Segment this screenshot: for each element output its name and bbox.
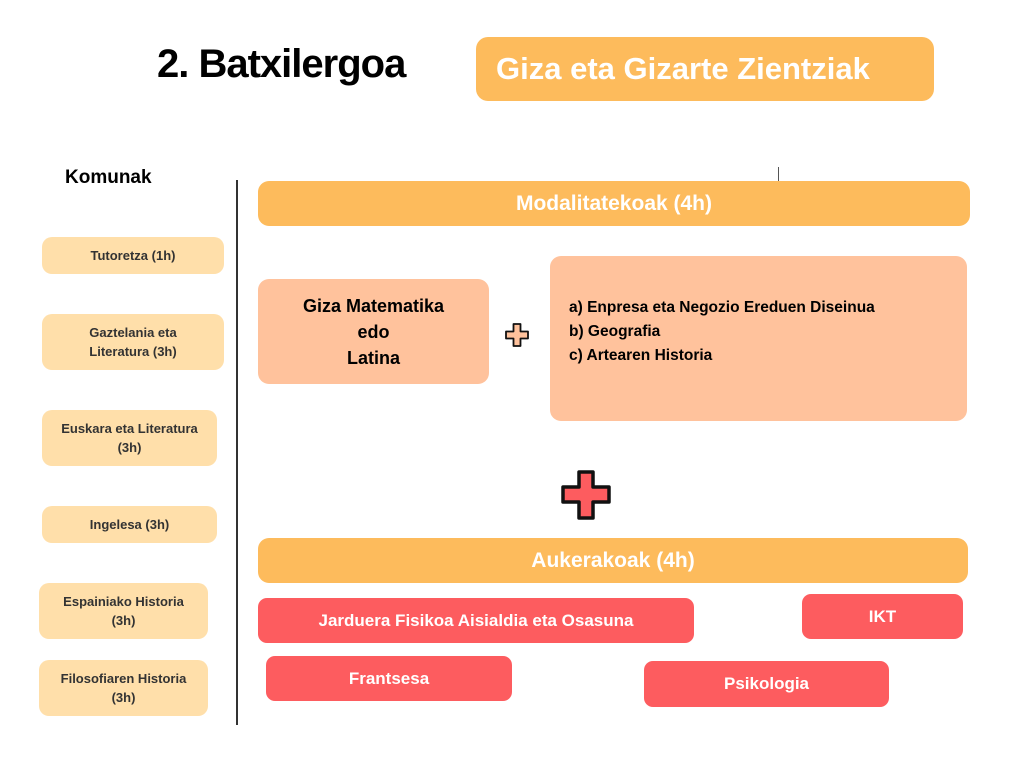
elective-frantsesa — [266, 656, 512, 701]
plus-icon — [503, 322, 531, 348]
common-subject-espainiako-historia — [39, 583, 208, 639]
modality-option: b) Geografia — [569, 323, 661, 340]
aukerakoak-bar — [258, 538, 968, 583]
elective-label: Frantsesa — [348, 668, 430, 688]
tick-mark — [778, 167, 779, 181]
common-subject-label: Tutoretza (1h) — [90, 248, 176, 263]
column-divider — [236, 180, 238, 725]
common-subject-filosofiaren-historia — [39, 660, 208, 716]
common-subject-label: Filosofiaren Historia — [60, 671, 187, 686]
common-subject-label: Euskara eta Literatura — [61, 421, 198, 436]
aukerakoak-heading: Aukerakoak (4h) — [531, 548, 695, 572]
modality-banner — [476, 37, 934, 101]
modality-banner-label: Giza eta Gizarte Zientziak — [496, 51, 870, 86]
elective-jarduera-fisikoa — [258, 598, 694, 643]
komunak-heading: Komunak — [65, 167, 152, 188]
elective-label: Psikologia — [723, 674, 810, 693]
common-subject-label: Gaztelania eta — [89, 325, 177, 340]
common-subject-gaztelania — [42, 314, 224, 370]
modality-options — [550, 256, 967, 421]
common-subject-ingelesa — [42, 506, 217, 543]
modality-option: c) Artearen Historia — [569, 347, 713, 364]
core-subject-line: Latina — [346, 347, 400, 368]
modality-option: a) Enpresa eta Negozio Ereduen Diseinua — [569, 299, 875, 316]
elective-ikt — [802, 594, 963, 639]
core-modality-subject — [258, 279, 489, 384]
common-subject-label: Literatura (3h) — [89, 344, 177, 359]
modalitatekoak-heading: Modalitatekoak (4h) — [515, 191, 713, 215]
elective-psikologia — [644, 661, 889, 707]
common-subject-euskara — [42, 410, 217, 466]
plus-icon — [558, 468, 614, 522]
common-subject-label: (3h) — [117, 440, 142, 455]
modalitatekoak-bar — [258, 181, 970, 226]
common-subject-label: Espainiako Historia — [63, 594, 184, 609]
common-subject-tutoretza — [42, 237, 224, 274]
common-subject-label: Ingelesa (3h) — [89, 517, 170, 532]
page-title: 2. Batxilergoa — [157, 42, 406, 86]
common-subject-label: (3h) — [111, 613, 136, 628]
core-subject-line: Giza Matematika — [302, 295, 445, 316]
elective-label: Jarduera Fisikoa Aisialdia eta Osasuna — [318, 610, 634, 630]
common-subject-label: (3h) — [111, 690, 136, 705]
elective-label: IKT — [868, 606, 897, 626]
core-subject-line: edo — [357, 321, 390, 342]
